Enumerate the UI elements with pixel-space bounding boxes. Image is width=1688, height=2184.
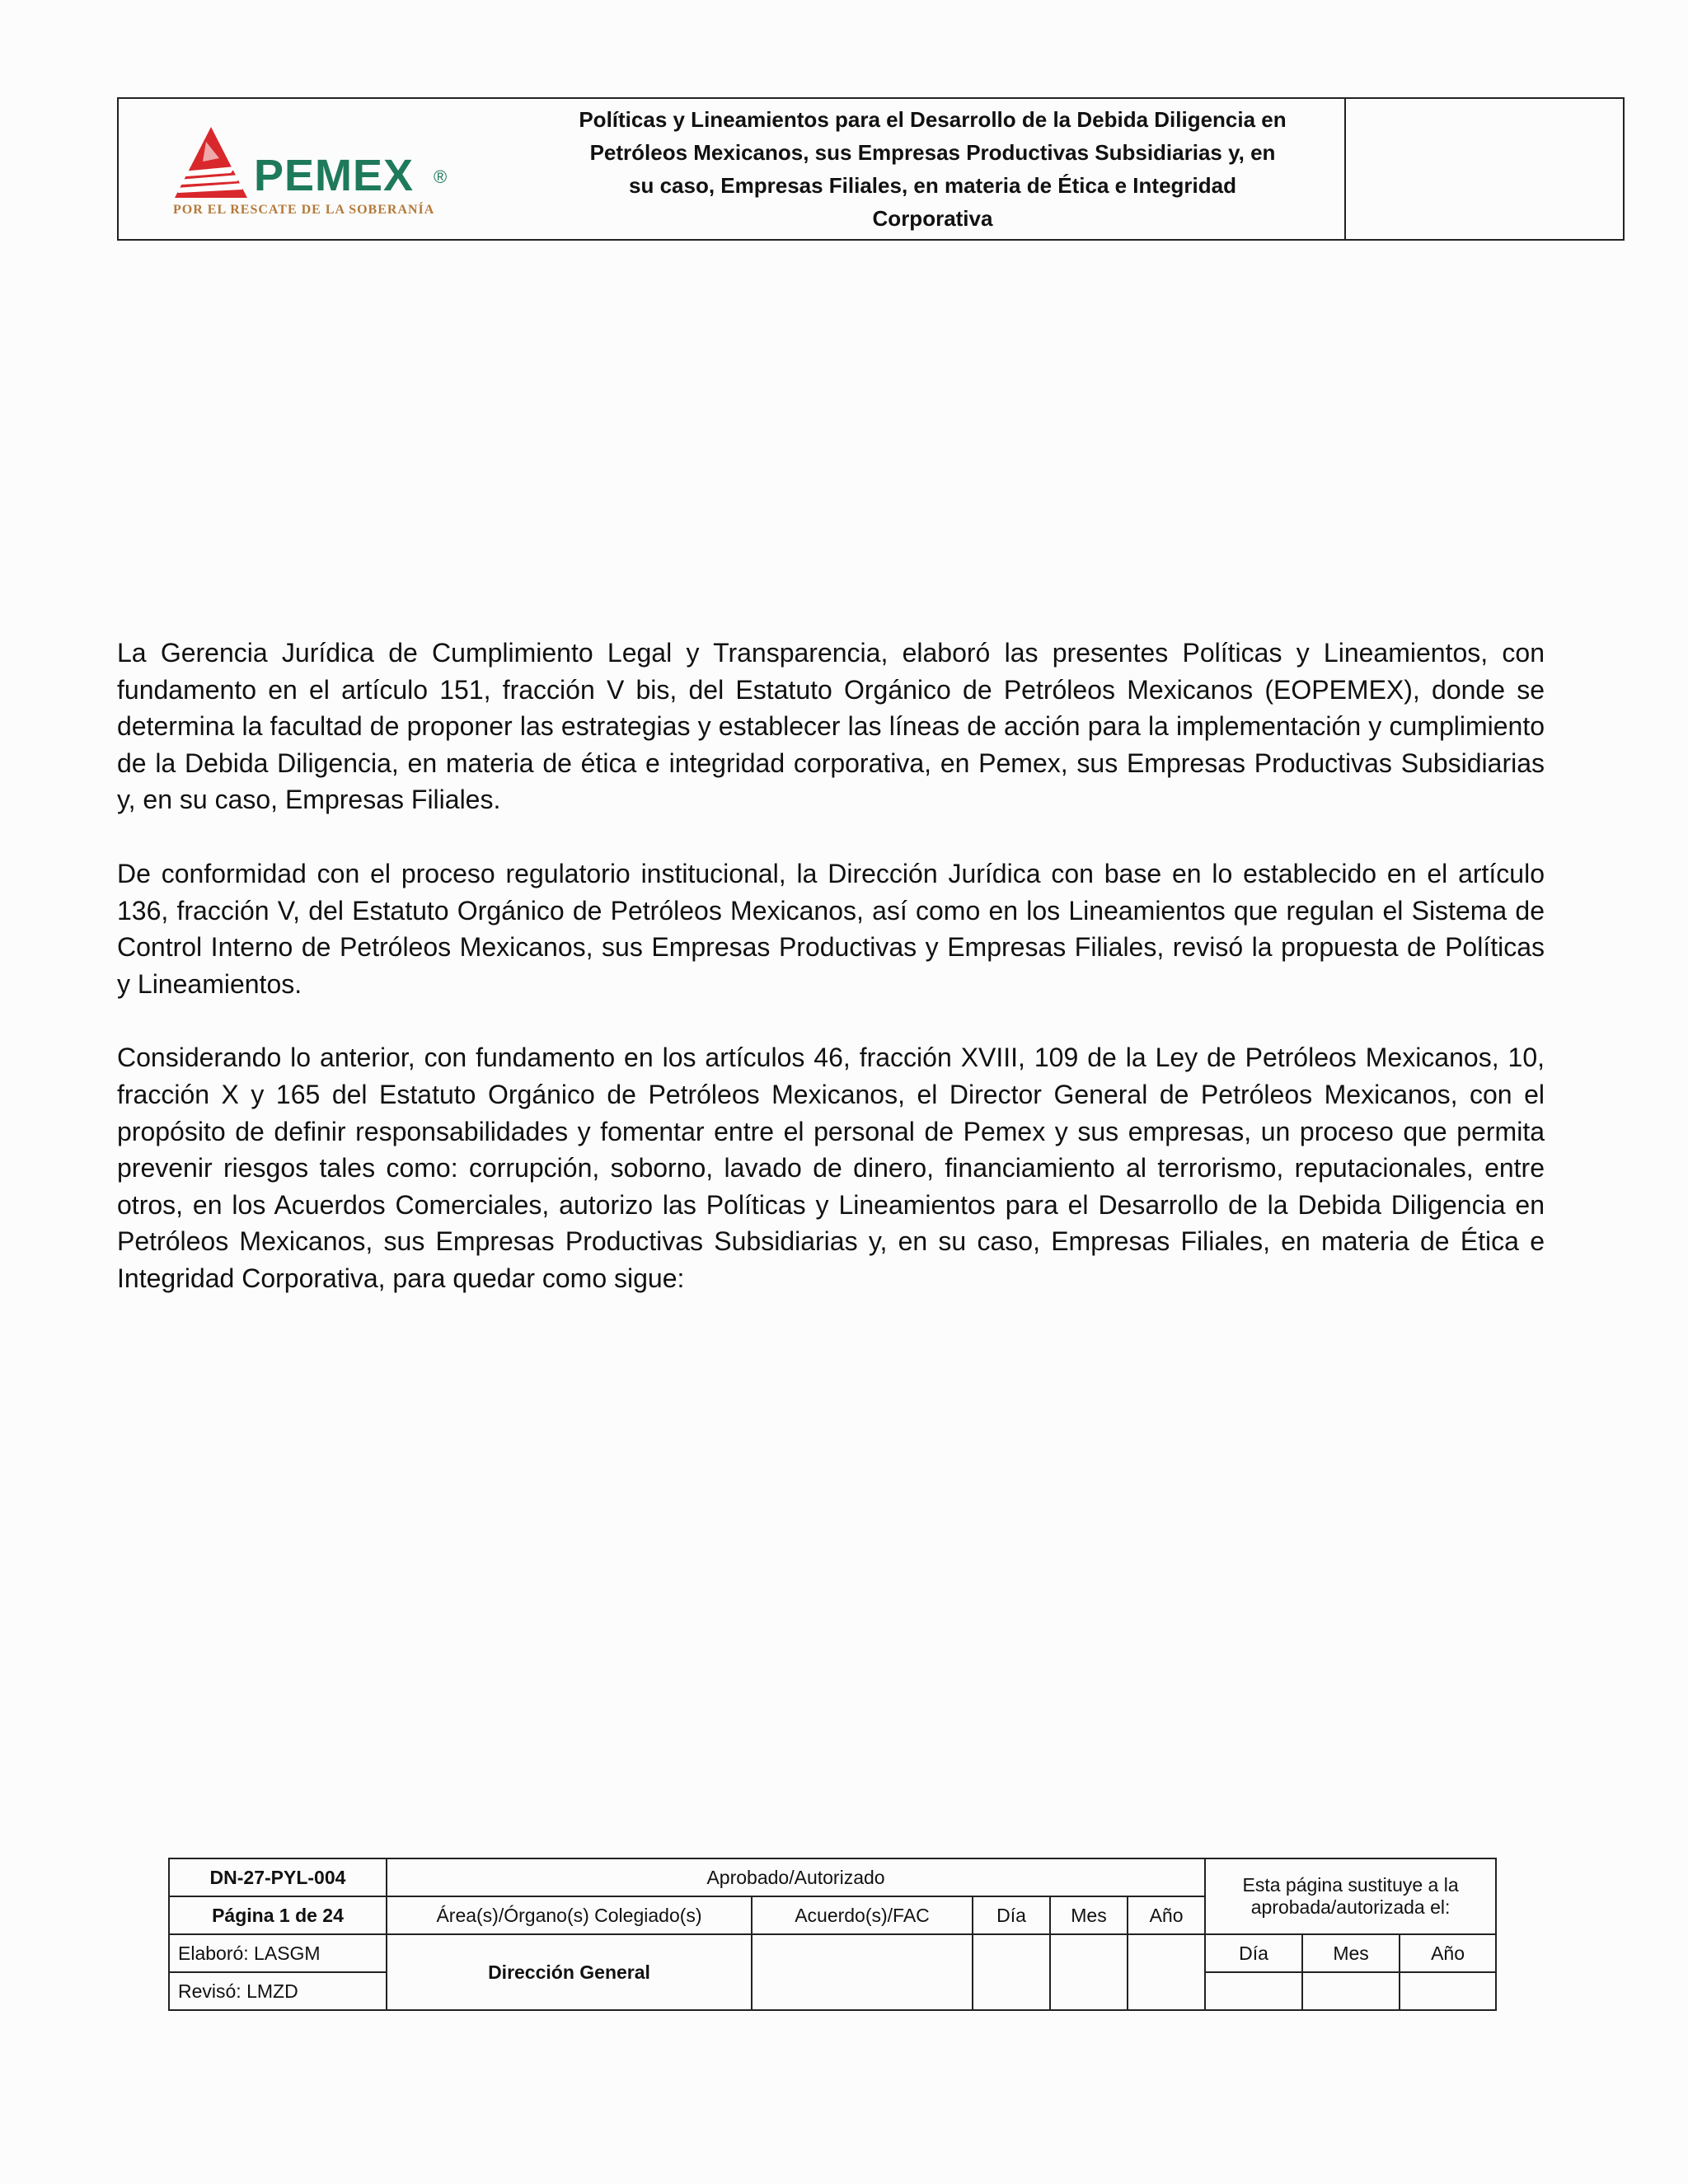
mes-value bbox=[1050, 1934, 1128, 2010]
col-acuerdo-header: Acuerdo(s)/FAC bbox=[752, 1896, 973, 1934]
document-title: Políticas y Lineamientos para el Desarrollo de la Debida Diligencia en Petróleos Mexicanos, sus Empresas Productivas Subsidiarias y, en su caso, Empresas Filiales, en materia de Ética e Integridad Corporativa bbox=[579, 107, 1287, 231]
rep-anio-value bbox=[1400, 1972, 1496, 2010]
document-body bbox=[117, 635, 1545, 1334]
header-blank-cell bbox=[1344, 99, 1623, 239]
area-value: Dirección General bbox=[387, 1934, 752, 2010]
col-dia-header: Día bbox=[973, 1896, 1050, 1934]
acuerdo-value bbox=[752, 1934, 973, 2010]
paragraph-1: La Gerencia Jurídica de Cumplimiento Legal y Transparencia, elaboró las presentes Políticas y Lineamientos, con fundamento en el artículo 151, fracción V bis, del Estatuto Orgánico de Petróleos Mexicanos (EOPEMEX), donde se determina la facultad de proponer las estrategias y establecer las líneas de acción para la implementación y cumplimiento de la Debida Diligencia, en materia de ética e integridad corporativa, en Pemex, sus Empresas Productivas Subsidiarias y, en su caso, Empresas Filiales. bbox=[117, 638, 1545, 815]
logo-registered-mark: ® bbox=[434, 166, 448, 187]
approval-footer-table bbox=[168, 1858, 1497, 2011]
reviso-cell: Revisó: LMZD bbox=[169, 1972, 387, 2010]
approved-header: Aprobado/Autorizado bbox=[387, 1858, 1205, 1896]
logo-wordmark: PEMEX bbox=[254, 151, 415, 200]
col-anio-header: Año bbox=[1128, 1896, 1205, 1934]
col-mes-header: Mes bbox=[1050, 1896, 1128, 1934]
pemex-eagle-icon bbox=[170, 125, 252, 201]
paragraph-3: Considerando lo anterior, con fundamento en los artículos 46, fracción XVIII, 109 de la Ley de Petróleos Mexicanos, 10, fracción X y 165 del Estatuto Orgánico de Petróleos Mexicanos, el Director General de Petróleos Mexicanos, con el propósito de definir responsabilidades y fomentar entre el personal de Pemex y sus empresas, un proceso que permita prevenir riesgos tales como: corrupción, soborno, lavado de dinero, financiamiento al terrorismo, reputacionales, entre otros, en los Acuerdos Comerciales, autorizo las Políticas y Lineamientos para el Desarrollo de la Debida Diligencia en Petróleos Mexicanos, sus Empresas Productivas Subsidiarias y, en su caso, Empresas Filiales, en materia de Ética e Integridad Corporativa, para quedar como sigue: bbox=[117, 1043, 1545, 1293]
replaces-label: Esta página sustituye a la aprobada/autorizada el: bbox=[1205, 1858, 1496, 1934]
document-header bbox=[117, 97, 1625, 241]
rep-anio-header: Año bbox=[1400, 1934, 1496, 1972]
elaboro-cell: Elaboró: LASGM bbox=[169, 1934, 387, 1972]
header-title-cell bbox=[521, 99, 1344, 239]
page-number: Página 1 de 24 bbox=[169, 1896, 387, 1934]
dia-value bbox=[973, 1934, 1050, 2010]
document-code: DN-27-PYL-004 bbox=[169, 1858, 387, 1896]
col-area-header: Área(s)/Órgano(s) Colegiado(s) bbox=[387, 1896, 752, 1934]
rep-dia-header: Día bbox=[1205, 1934, 1302, 1972]
pemex-logo bbox=[119, 99, 521, 239]
paragraph-2: De conformidad con el proceso regulatorio institucional, la Dirección Jurídica con base en lo establecido en el artículo 136, fracción V, del Estatuto Orgánico de Petróleos Mexicanos, así como en los Lineamientos que regulan el Sistema de Control Interno de Petróleos Mexicanos, sus Empresas Productivas y Empresas Filiales, revisó la propuesta de Políticas y Lineamientos. bbox=[117, 858, 1545, 999]
rep-mes-header: Mes bbox=[1302, 1934, 1400, 1972]
anio-value bbox=[1128, 1934, 1205, 2010]
rep-dia-value bbox=[1205, 1972, 1302, 2010]
logo-tagline: POR EL RESCATE DE LA SOBERANÍA bbox=[173, 203, 435, 217]
rep-mes-value bbox=[1302, 1972, 1400, 2010]
